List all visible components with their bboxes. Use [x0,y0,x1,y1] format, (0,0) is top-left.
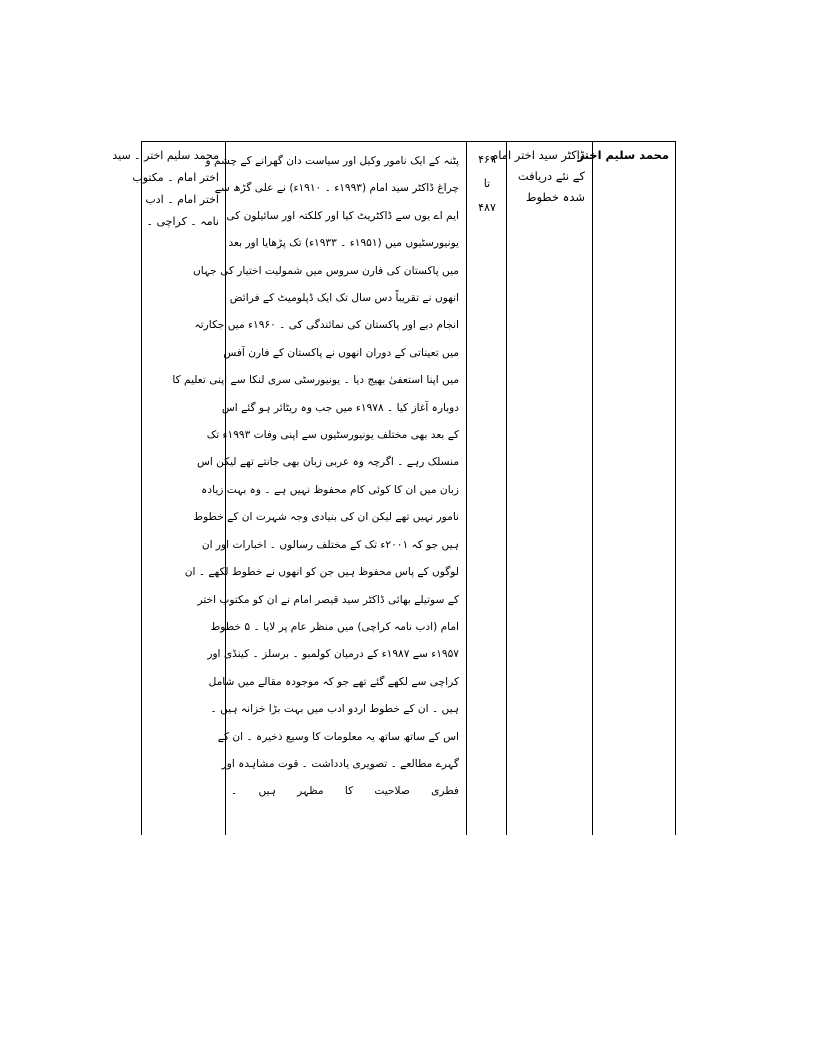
article-table [112,141,676,835]
description-line: میں تعیناتی کے دوران انھوں نے پاکستان کے فارن آفس [223,346,459,359]
pages-line: ۴۸۷ [478,201,496,214]
description-line: لوگوں کے پاس محفوظ ہیں جن کو انھوں نے خطوط لکھے ۔ ان [184,566,459,579]
description-line: یونیورسٹیوں میں (۱۹۵۱ء ۔ ۱۹۳۳ء) تک پڑھایا اور بعد [228,237,459,250]
title-line: شدہ خطوط [525,190,585,204]
reference-line: اختر امام ۔ مکتوب [132,171,219,184]
description-line: ۱۹۵۷ء سے ۱۹۸۷ء کے درمیان کولمبو ۔ برسلز ۔ کینڈی اور [207,648,459,661]
description-line: ہیں ۔ ان کے خطوط اردو ادب میں بہت بڑا خزانہ ہیں ۔ [210,703,459,716]
pages-line: تا [483,177,491,190]
title-line: ڈاکٹر سید اختر امام [491,148,585,162]
reference-line: اختر امام ۔ ادب [145,193,219,206]
title-cell [491,142,591,835]
description-line: کے سوتیلے بھائی ڈاکٹر سید قیصر امام نے ان کو مکتوب اختر [197,593,459,606]
description-line: انجام دیے اور پاکستان کی نمائندگی کی ۔ ۱۹۶۰ء میں جکارتہ [194,319,459,332]
description-line: میں پاکستان کی فارن سروس میں شمولیت اختیار کی جہاں [192,264,459,277]
description-line: امام (ادب نامہ کراچی) میں منظر عام پر لایا ۔ ۵ خطوط [210,620,459,633]
author-line: محمد سلیم اختر [577,148,669,162]
description-line: انھوں نے تقریباً دس سال تک ایک ڈپلومیٹ کے فرائض [229,292,459,305]
description-line: اس کے ساتھ ساتھ یہ معلومات کا وسیع ذخیرہ ۔ ان کے [217,730,459,743]
description-line: ایم اے یوں سے ڈاکٹریٹ کیا اور کلکتہ اور سائیلون کی [226,209,459,222]
description-line: زبان میں ان کا کوئی کام محفوظ نہیں ہے ۔ وہ بہت زیادہ [201,483,459,496]
title-line: کے نئے دریافت [517,169,585,183]
description-line: دوبارہ آغاز کیا ۔ ۱۹۷۸ء میں جب وہ ریٹائر ہو گئے اس [221,401,459,414]
column-divider [592,142,593,835]
description-line: کے بعد بھی مختلف یونیورسٹیوں سے اپنی وفات ۱۹۹۳ء تک [206,429,459,442]
reference-line: محمد سلیم اختر ۔ سید [112,149,219,162]
description-line: میں اپنا استعفیٰ بھیج دیا ۔ یونیورسٹی سری لنکا سے اپنی تعلیم کا [172,374,459,387]
description-line: گہرے مطالعے ۔ تصویری یادداشت ۔ قوت مشاہدہ اور [221,757,459,770]
pages-cell [469,142,505,835]
column-divider [466,142,467,835]
description-line: کراچی سے لکھے گئے تھے جو کہ موجودہ مقالے میں شامل [208,675,459,688]
description-line: چراغ ڈاکٹر سید امام (۱۹۹۳ء ۔ ۱۹۱۰ء) نے علی گڑھ سے [214,182,459,195]
reference-cell [112,142,224,835]
author-cell [577,142,673,835]
description-line: منسلک رہے ۔ اگرچہ وہ عربی زبان بھی جانتے تھے لیکن اس [196,456,459,469]
description-line: فطری صلاحیت کا مظہر ہیں ۔ [231,785,459,798]
description-line: پٹنہ کے ایک نامور وکیل اور سیاست دان گھرانے کے چشم و [205,155,459,167]
description-line: ہیں جو کہ ۲۰۰۱ء تک کے مختلف رسالوں ۔ اخبارات اور ان [201,538,459,551]
pages-line: ۴۶۹ [478,153,496,166]
reference-line: نامہ ۔ کراچی ۔ [146,215,219,228]
description-line: نامور نہیں تھے لیکن ان کی بنیادی وجہ شہرت ان کے خطوط [193,511,459,524]
